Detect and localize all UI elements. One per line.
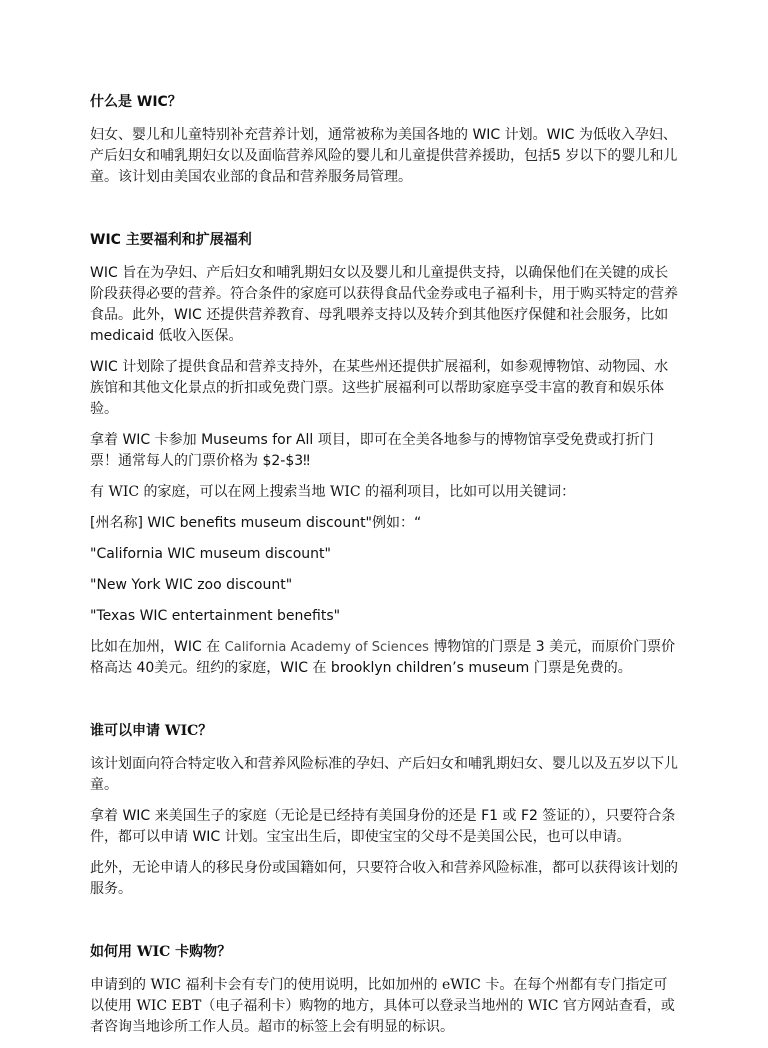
paragraph: 此外，无论申请人的移民身份或国籍如何，只要符合收入和营养风险标准，都可以获得该计划的服务。 [90, 860, 678, 897]
paragraph: WIC 旨在为孕妇、产后妇女和哺乳期妇女以及婴儿和儿童提供支持，以确保他们在关键的成长阶段获得必要的营养。符合条件的家庭可以获得食品代金券或电子福利卡，用于购买特定的营养食品。此外，WIC 还提供营养教育、母乳喂养支持以及转介到其他医疗保健和社会服务，比如medicaid 低收入医保。 [90, 265, 678, 344]
text-run: 博物馆的门票是 3 美元，而原价门票价格高达 40美元。纽约的家庭，WIC 在 brooklyn children’s museum 门票是免费的。 [90, 639, 676, 676]
paragraph: 妇女、婴儿和儿童特别补充营养计划，通常被称为美国各地的 WIC 计划。WIC 为低收入孕妇、产后妇女和哺乳期妇女以及面临营养风险的婴儿和儿童提供营养援助，包括5 岁以下的婴儿和儿童。该计划由美国农业部的食品和营养服务局管理。 [90, 127, 678, 185]
text-run: 比如在加州，WIC 在 [90, 639, 221, 655]
section-spacer [90, 198, 680, 230]
section-heading-benefits: WIC 主要福利和扩展福利 [90, 232, 252, 248]
paragraph: WIC 计划除了提供食品和营养支持外，在某些州还提供扩展福利，如参观博物馆、动物园、水族馆和其他文化景点的折扣或免费门票。这些扩展福利可以帮助家庭享受丰富的教育和娱乐体验。 [90, 359, 669, 417]
paragraph: 拿着 WIC 卡参加 Museums for All 项目，即可在全美各地参与的博物馆享受免费或打折门票！通常每人的门票价格为 $2-$3‼ [90, 432, 654, 469]
paragraph: 有 WIC 的家庭，可以在网上搜索当地 WIC 的福利项目，比如可以用关键词： [90, 484, 576, 500]
section-spacer [90, 689, 680, 721]
search-keyword-example: "Texas WIC entertainment benefits" [90, 608, 341, 624]
museum-name: California Academy of Sciences [224, 640, 429, 655]
search-keyword-line: [州名称] WIC benefits museum discount"例如：“ [90, 515, 422, 531]
document-body [90, 92, 680, 1048]
search-keyword-example: "California WIC museum discount" [90, 546, 331, 562]
paragraph: 申请到的 WIC 福利卡会有专门的使用说明，比如加州的 eWIC 卡。在每个州都有专门指定可以使用 WIC EBT（电子福利卡）购物的地方，具体可以登录当地州的 WIC 官方网站查看，或者咨询当地诊所工作人员。超市的标签上会有明显的标识。 [90, 977, 675, 1035]
section-heading-who-can-apply: 谁可以申请 WIC？ [90, 723, 213, 739]
paragraph-example-california [90, 637, 680, 679]
section-heading-what-is-wic: 什么是 WIC？ [90, 94, 182, 110]
paragraph: 拿着 WIC 来美国生子的家庭（无论是已经持有美国身份的还是 F1 或 F2 签证的），只要符合条件，都可以申请 WIC 计划。宝宝出生后，即使宝宝的父母不是美国公民，也可以申请。 [90, 808, 676, 845]
section-spacer [90, 910, 680, 942]
search-keyword-example: "New York WIC zoo discount" [90, 577, 293, 593]
paragraph: 该计划面向符合特定收入和营养风险标准的孕妇、产后妇女和哺乳期妇女、婴儿以及五岁以下儿童。 [90, 756, 678, 793]
section-heading-how-to-shop: 如何用 WIC 卡购物？ [90, 944, 232, 960]
